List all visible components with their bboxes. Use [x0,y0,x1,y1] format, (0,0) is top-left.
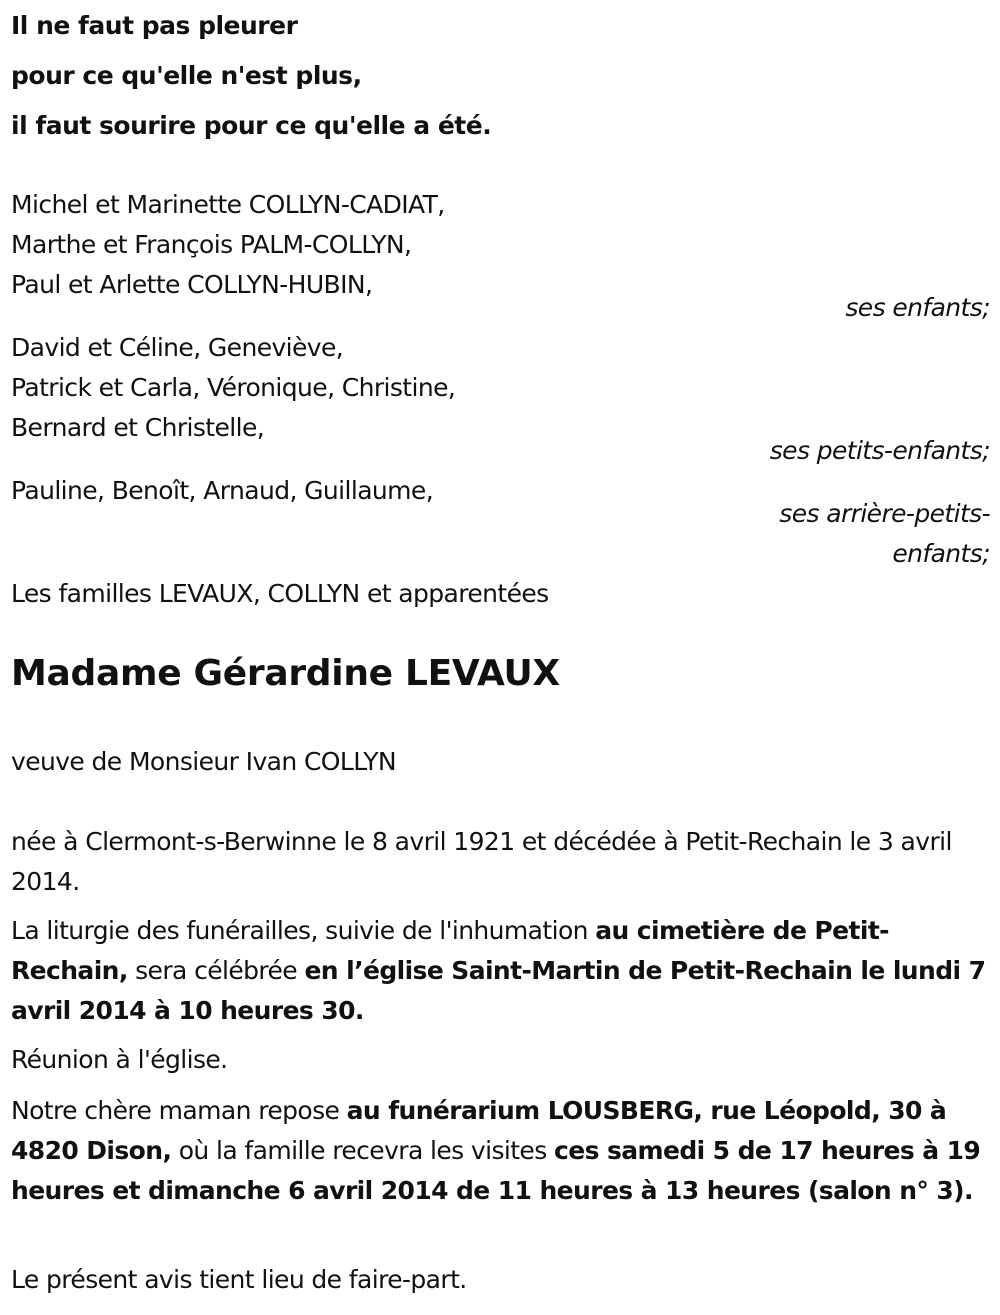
quote-line-2: pour ce qu'elle n'est plus, [11,61,362,90]
closing-line: Le présent avis tient lieu de faire-part. [11,1265,467,1294]
great-grandchildren-name-1: Pauline, Benoît, Arnaud, Guillaume, [11,476,434,505]
visits-text-1: Notre chère maman repose [11,1096,347,1125]
funeral-church: en l’église Saint-Martin de Petit-Rechain le lundi 7 avril 2014 à 10 heures 30. [11,956,986,1025]
reunion-line: Réunion à l'église. [11,1045,228,1074]
grandchildren-name-2: Patrick et Carla, Véronique, Christine, [11,373,456,402]
quote-line-1: Il ne faut pas pleurer [11,11,298,40]
deceased-name: Madame Gérardine LEVAUX [11,653,560,694]
grandchildren-name-1: David et Céline, Geneviève, [11,333,344,362]
visits-location: au funérarium LOUSBERG, rue Léopold, 30 à 4820 Dison, [11,1096,947,1165]
children-name-3: Paul et Arlette COLLYN-HUBIN, [11,270,373,299]
visits-schedule: ces samedi 5 de 17 heures à 19 heures et dimanche 6 avril 2014 de 11 heures à 13 heures (salon n° 3). [11,1136,981,1205]
quote-line-3: il faut sourire pour ce qu'elle a été. [11,111,492,140]
children-name-2: Marthe et François PALM-COLLYN, [11,230,412,259]
grandchildren-name-3: Bernard et Christelle, [11,413,265,442]
great-grandchildren-role-1: ses arrière-petits- [779,499,990,528]
widow-of: veuve de Monsieur Ivan COLLYN [11,747,396,776]
funeral-cemetery: au cimetière de Petit-Rechain, [11,916,889,985]
birth-death: née à Clermont-s-Berwinne le 8 avril 1921 et décédée à Petit-Rechain le 3 avril 2014. [11,827,952,896]
visits-text-2: où la famille recevra les visites [171,1136,554,1165]
children-role: ses enfants; [845,293,990,322]
funeral-text-1: La liturgie des funérailles, suivie de l'inhumation [11,916,596,945]
funeral-paragraph [11,911,1000,1031]
visits-paragraph [11,1091,1000,1211]
great-grandchildren-role-2: enfants; [892,539,990,568]
funeral-text-2: sera célébrée [127,956,305,985]
families-line: Les familles LEVAUX, COLLYN et apparentées [11,579,549,608]
children-name-1: Michel et Marinette COLLYN-CADIAT, [11,190,445,219]
grandchildren-role: ses petits-enfants; [769,436,990,465]
